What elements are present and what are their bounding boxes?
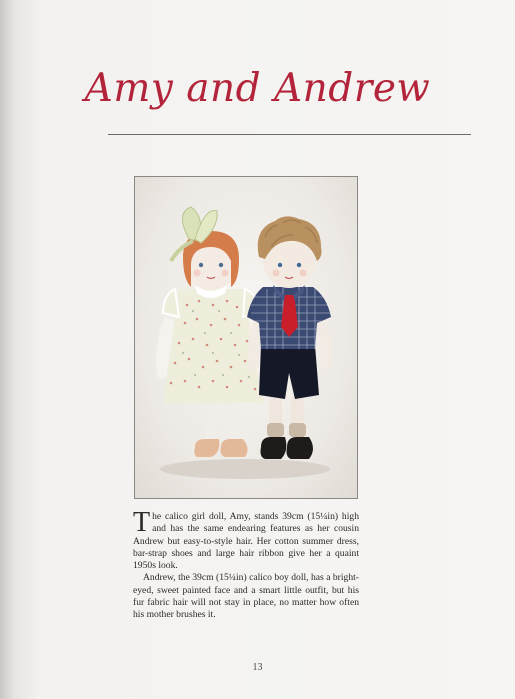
amy-shoe-right (221, 439, 248, 457)
caption-text-amy: he calico girl doll, Amy, stands 39cm (15¼in) high and has the same endearing features as her cousin Andrew but easy-to-style hair. Her cotton summer dress, bar-strap shoes and large hair ribbon give her a quaint 1950s look. (133, 511, 359, 572)
amy-eye-left (199, 263, 203, 267)
amy-shoe-left (194, 439, 219, 457)
andrew-sock-left (267, 423, 284, 437)
dolls-illustration (135, 177, 357, 498)
page-title: Amy and Andrew (84, 66, 431, 111)
page-number: 13 (252, 662, 263, 673)
amy-eye-right (219, 263, 223, 267)
amy-doll (156, 207, 265, 457)
floor-shadow (160, 459, 330, 479)
amy-leg-right (223, 399, 235, 445)
andrew-shorts (259, 345, 319, 399)
drop-cap: T (133, 507, 151, 538)
photo-caption (133, 507, 359, 622)
andrew-shoe-right (287, 437, 314, 459)
doll-photo (134, 176, 358, 499)
andrew-sock-right (289, 423, 306, 437)
andrew-doll (247, 216, 332, 459)
andrew-shoe-left (261, 437, 287, 459)
amy-leg-left (205, 399, 217, 445)
amy-sleeve-left (163, 289, 179, 317)
caption-paragraph-andrew: Andrew, the 39cm (15¼in) calico boy doll, has a bright-eyed, sweet painted face and a smart little outfit, but his fur fabric hair will not stay in place, no matter how often his mother brushes it. (133, 572, 359, 621)
andrew-eye-left (278, 263, 282, 267)
andrew-eye-right (297, 263, 301, 267)
title-divider (108, 134, 471, 135)
caption-paragraph-amy (133, 507, 359, 572)
